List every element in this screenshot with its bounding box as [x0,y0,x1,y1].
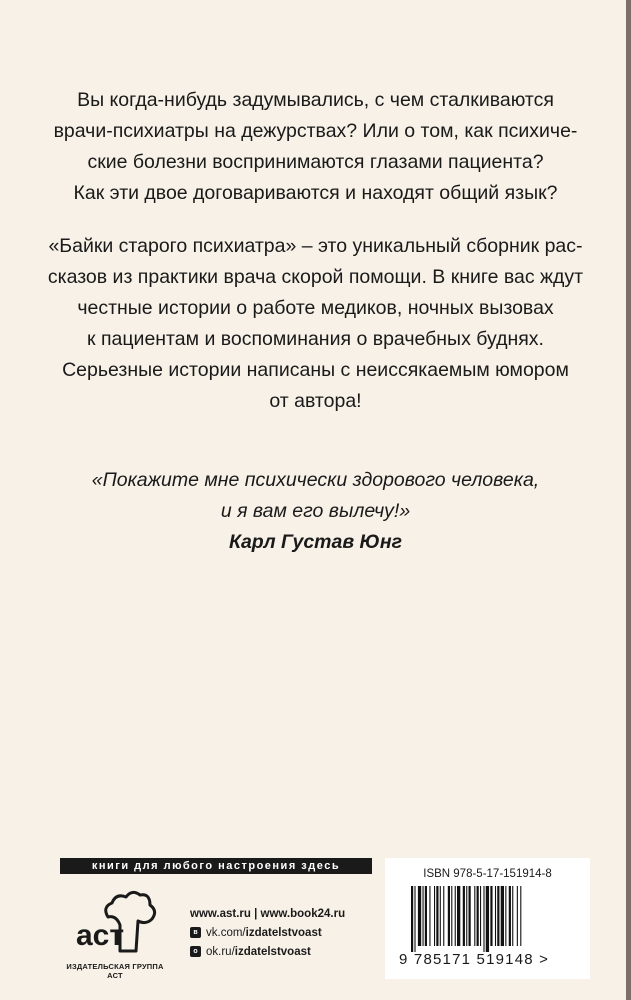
vk-handle: izdatelstvoast [245,926,322,939]
barcode-bar [425,886,427,946]
barcode-bar [490,886,492,946]
description-line: «Байки старого психиатра» – это уникальный сборник рас- [48,235,583,257]
barcode-bar [477,886,479,946]
description-line: от автора! [269,390,362,412]
barcode-bar [411,886,413,952]
description-line: честные истории о работе медиков, ночных вызовах [77,297,554,319]
barcode-bar [517,886,518,946]
barcode-bar [497,886,499,946]
barcode-bar [483,886,484,952]
logo-caption: ИЗДАТЕЛЬСКАЯ ГРУППА АСТ [66,962,164,980]
intro-line: врачи-психиатры на дежурствах? Или о том, как психиче- [53,120,578,142]
barcode-bar [480,886,481,946]
barcode-bar [451,886,452,946]
barcode-digits: 9 785171 519148 > [399,951,550,968]
publisher-tagline: книги для любого настроения здесь [60,858,372,874]
barcode-icon [407,886,567,954]
quote-line: и я вам его вылечу!» [220,500,411,522]
barcode-bar [512,886,513,946]
intro-line: Вы когда-нибудь задумывались, с чем сталкиваются [77,89,554,111]
web-links-row [190,904,345,923]
description-line: к пациентам и воспоминания о врачебных буднях. [87,328,544,350]
web-links[interactable]: www.ast.ru | www.book24.ru [190,907,346,920]
barcode-bar [455,886,456,946]
intro-paragraph [40,85,591,209]
publisher-links [190,904,345,961]
barcode-bar [509,886,511,946]
ok-handle: izdatelstvoast [234,945,311,958]
ok-prefix: ok.ru/ [206,945,235,958]
barcode-bar [505,886,506,946]
barcode-bar [520,886,521,946]
barcode-bar [418,886,421,946]
barcode-bar [501,886,504,946]
barcode-bar [414,886,415,952]
ok-icon: o [190,946,201,957]
barcode-bar [448,886,450,946]
vk-link-row[interactable] [190,923,345,942]
quote-author: Карл Густав Юнг [228,531,403,553]
ok-link-row[interactable] [190,942,345,961]
spine-edge [626,0,631,1000]
vk-prefix: vk.com/ [206,926,246,939]
logo-text: аст [76,919,125,952]
barcode-bar [495,886,496,946]
barcode-bar [474,886,475,946]
barcode-bar [434,886,435,946]
barcode-bar [463,886,465,946]
description-line: сказов из практики врача скорой помощи. В книге вас ждут [47,266,584,288]
barcode-bar [436,886,438,946]
description-line: Серьезные истории написаны с неиссякаемым юмором [62,359,569,381]
intro-line: ские болезни воспринимаются глазами пациента? [87,151,544,173]
barcode-bar [440,886,441,946]
ast-logo-icon [72,885,160,955]
barcode-bar [469,886,471,946]
barcode-bar [423,886,424,946]
quote-block [40,465,591,558]
barcode-bar [443,886,444,946]
quote-line: «Покажите мне психически здорового человека, [91,469,540,491]
barcode-bar [486,886,489,952]
description-paragraph [40,231,591,417]
barcode-bar [429,886,430,946]
barcode-bar [466,886,467,946]
barcode-bar [457,886,460,946]
barcode-panel [385,858,590,979]
isbn-label: ISBN 978-5-17-151914-8 [423,868,552,880]
intro-line: Как эти двое договариваются и находят общий язык? [73,182,558,204]
vk-icon: в [190,927,201,938]
